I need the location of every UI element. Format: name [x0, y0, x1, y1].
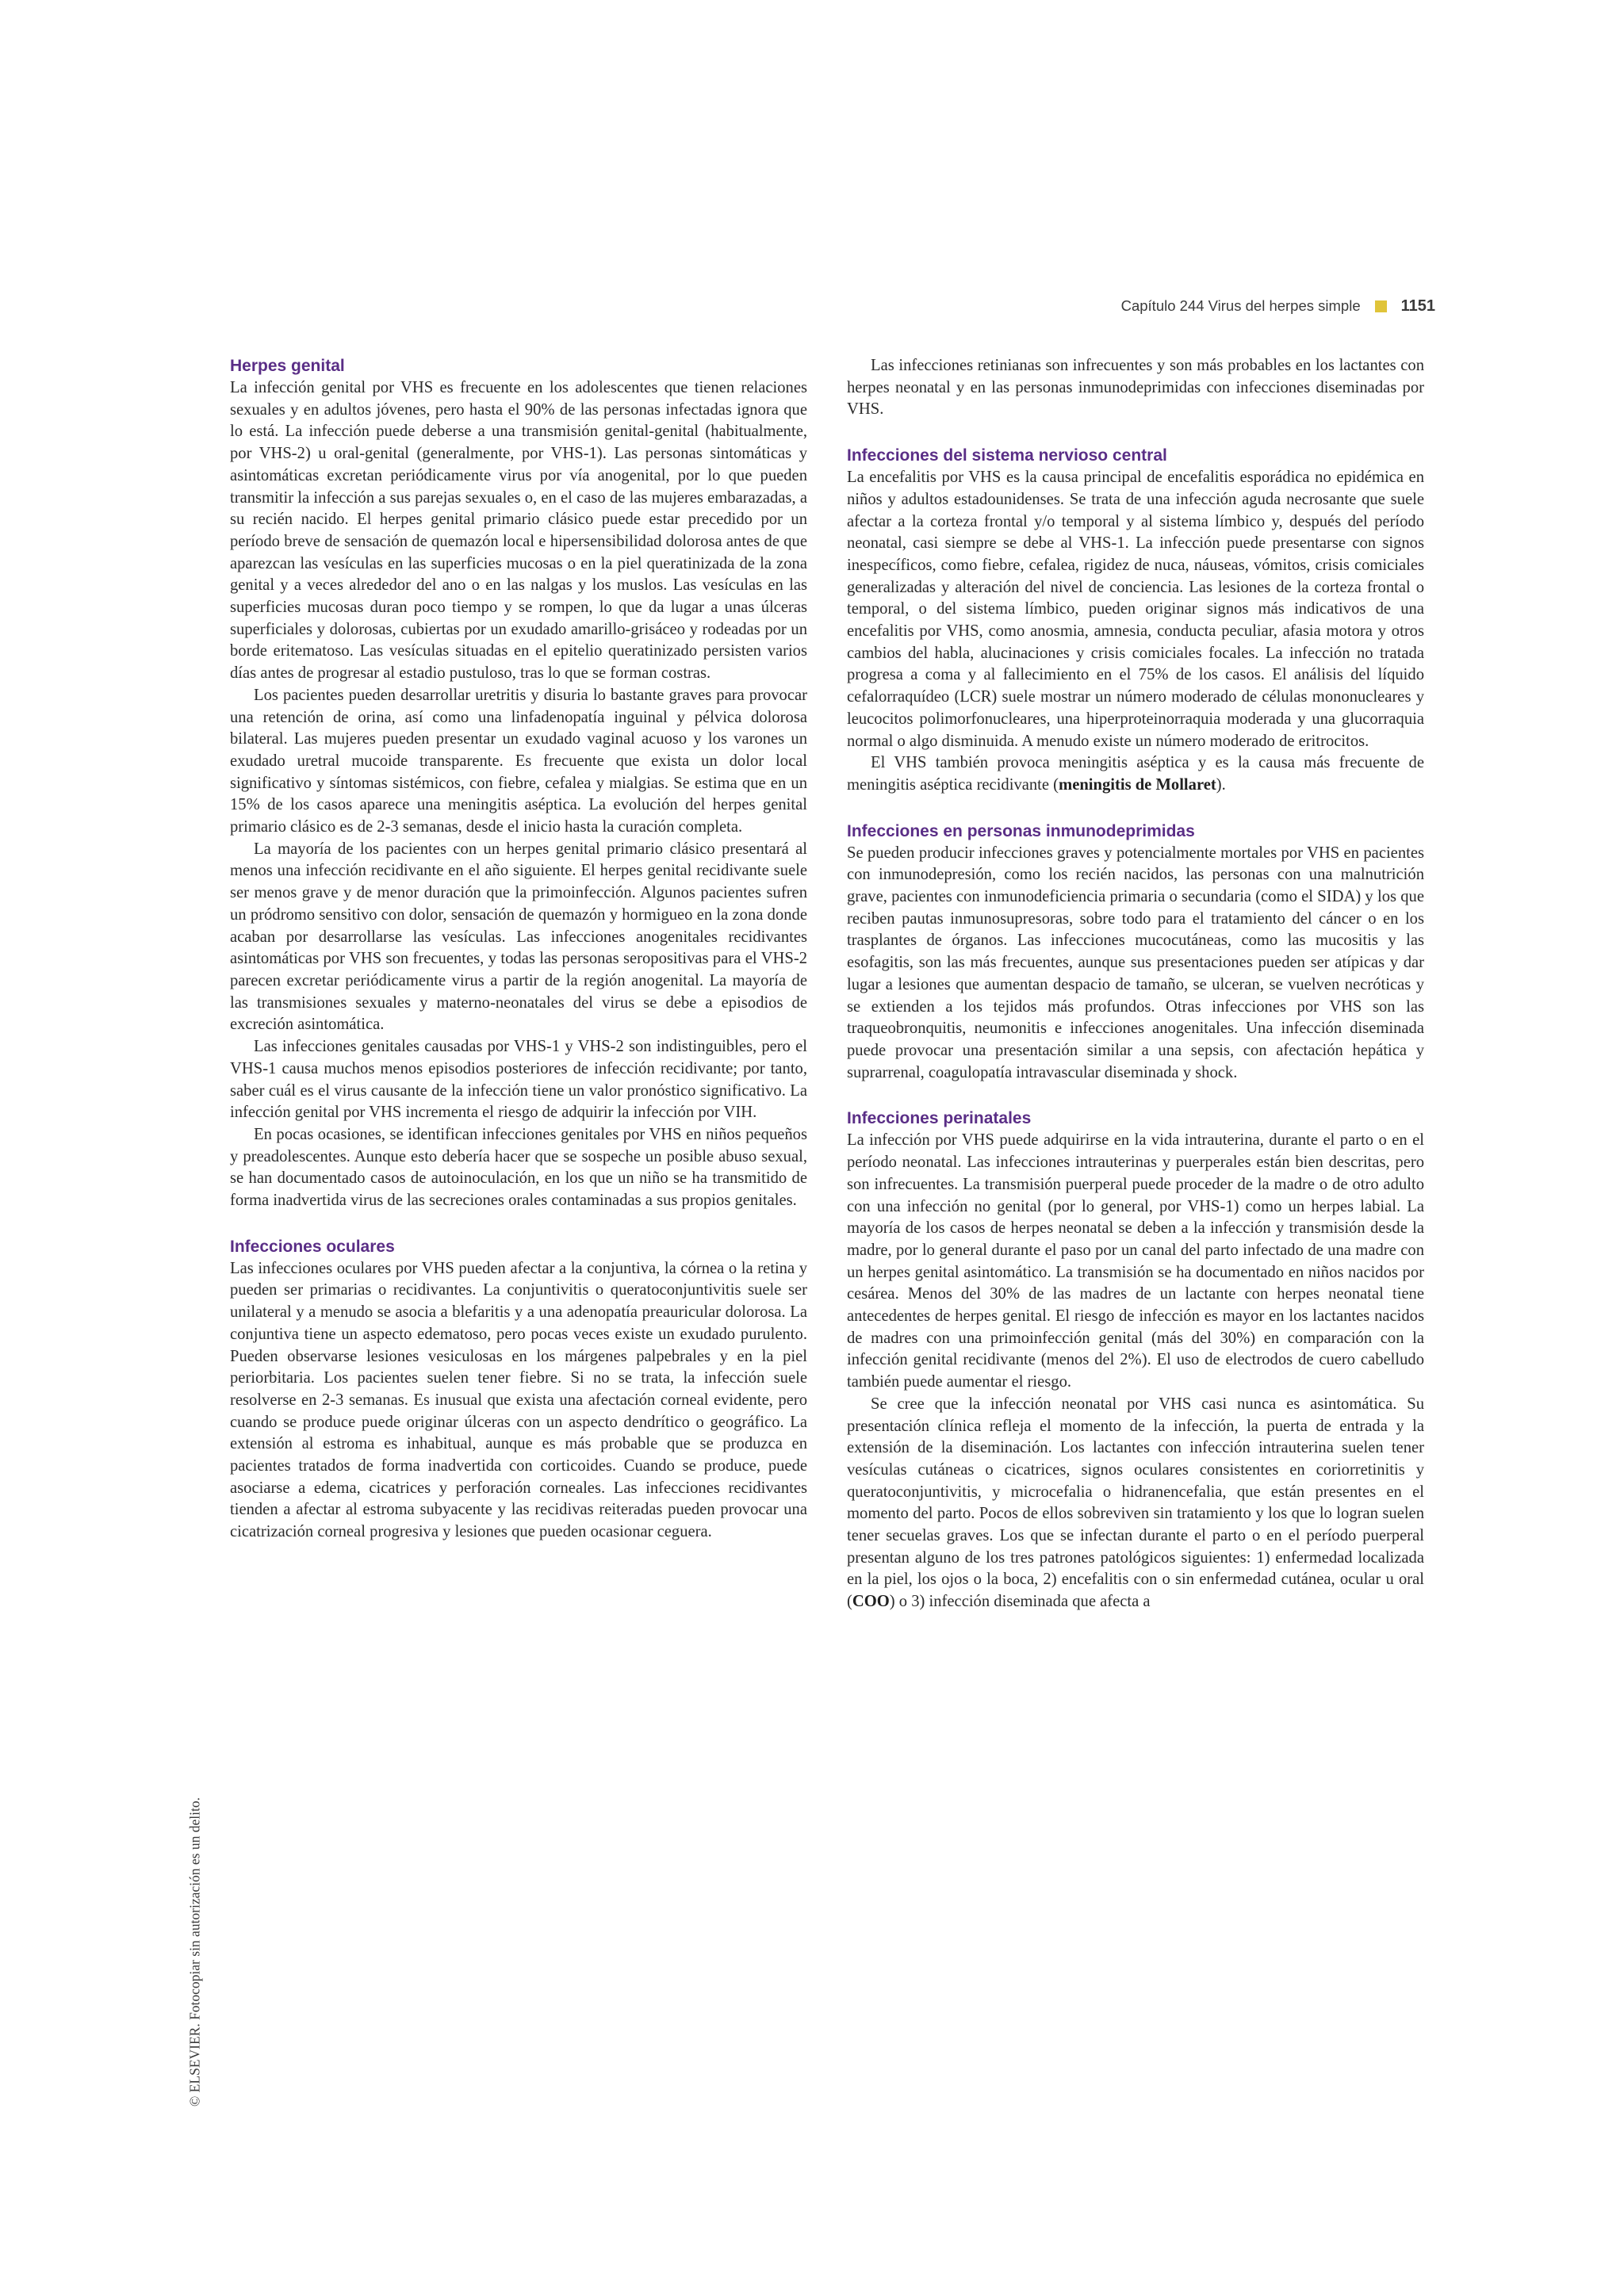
- paragraph: La infección genital por VHS es frecuente en los adolescentes que tienen relaciones sexuales y en adultos jóvenes, pero hasta el 90% de las personas infectadas ignora que lo está. La infección puede deberse a una transmisión genital-genital (habitualmente, por VHS-2) u oral-genital (generalmente, por VHS-1). Las personas sintomáticas y asintomáticas excretan periódicamente virus por vía anogenital, por lo que pueden transmitir la infección a sus parejas sexuales o, en el caso de las mujeres embarazadas, a su recién nacido. El herpes genital primario clásico puede estar precedido por un período breve de sensación de quemazón local e hipersensibilidad dolorosa antes de que aparezcan las vesículas en las superficies mucosas o en la piel queratinizada de la zona genital y a veces alrededor del ano o en las nalgas y los muslos. Las vesículas en las superficies mucosas duran poco tiempo y se rompen, lo que da lugar a unas úlceras superficiales y dolorosas, cubiertas por un exudado amarillo-grisáceo y rodeadas por un borde eritematoso. Las vesículas situadas en el epitelio queratinizado persisten varios días antes de progresar al estadio pustuloso, tras lo que se forman costras.: [230, 379, 807, 683]
- heading-infecciones-perinatales: Infecciones perinatales: [847, 1109, 1032, 1128]
- paragraph: [847, 1394, 1424, 1613]
- heading-infecciones-snc: Infecciones del sistema nervioso central: [847, 446, 1167, 465]
- bold-term: meningitis de Mollaret: [1059, 775, 1216, 794]
- left-column: [230, 355, 807, 1544]
- paragraph: La infección por VHS puede adquirirse en la vida intrauterina, durante el parto o en el período neonatal. Las infecciones intrauterinas y puerperales están bien descritas, pero son infrecuentes. La transmisión puerperal puede proceder de la madre o de otro adulto con una infección no genital (por lo general, por VHS-1) como un herpes labial. La mayoría de los casos de herpes neonatal se deben a la infección y transmisión desde la madre, por lo general durante el paso por un canal del parto infectado de una madre con un herpes genital asintomático. La transmisión se ha documentado en niños nacidos por cesárea. Menos del 30% de las madres de un lactante con herpes neonatal tiene antecedentes de herpes genital. El riesgo de infección es mayor en los lactantes nacidos de madres con una primoinfección genital (más del 30%) en comparación con la infección genital recidivante (menos del 2%). El uso de electrodos de cuero cabelludo también puede aumentar el riesgo.: [847, 1131, 1424, 1391]
- paragraph: En pocas ocasiones, se identifican infecciones genitales por VHS en niños pequeños y preadolescentes. Aunque esto debería hacer que se sospeche un posible abuso sexual, se han documentado casos de autoinoculación, en los que un niño se ha transmitido de forma inadvertida virus de las secreciones orales contaminadas a sus propios genitales.: [230, 1125, 807, 1210]
- text-run: El VHS también provoca meningitis aséptica y es la causa más frecuente de meningitis aséptica recidivante (: [847, 754, 1424, 794]
- text-run: ).: [1216, 775, 1226, 794]
- text-run: Se cree que la infección neonatal por VHS casi nunca es asintomática. Su presentación clínica refleja el momento de la infección, la puerta de entrada y la extensión de la diseminación. Los lactantes con infección intrauterina suelen tener vesículas cutáneas o cicatrices, signos oculares consistentes en coriorretinitis y queratoconjuntivitis, y microcefalia o hidranencefalia, que están presentes en el momento del parto. Pocos de ellos sobreviven sin tratamiento y los que lo logran suelen tener secuelas graves. Los que se infectan durante el parto o en el período puerperal presentan alguno de los tres patrones patológicos siguientes: 1) enfermedad localizada en la piel, los ojos o la boca, 2) encefalitis con o sin enfermedad cutánea, ocular u oral (: [847, 1395, 1424, 1611]
- chapter-title: Capítulo 244 Virus del herpes simple: [1120, 297, 1361, 314]
- paragraph: Las infecciones retinianas son infrecuentes y son más probables en los lactantes con herpes neonatal y en las personas inmunodeprimidas con infecciones diseminadas por VHS.: [847, 357, 1424, 419]
- running-head: [1121, 290, 1435, 322]
- paragraph: La encefalitis por VHS es la causa principal de encefalitis esporádica no epidémica en niños y adultos estadounidenses. Se trata de una infección aguda necrosante que suele afectar a la corteza frontal y/o temporal y al sistema límbico y, después del período neonatal, casi siempre se debe al VHS-1. La infección puede presentarse con signos inespecíficos, como fiebre, cefalea, rigidez de nuca, náuseas, vómitos, crisis comiciales generalizadas y alteración del nivel de conciencia. Las lesiones de la corteza frontal o temporal, o del sistema límbico, pueden originar signos más indicativos de una encefalitis por VHS, como anosmia, amnesia, conducta peculiar, afasia motora y otros cambios del habla, alucinaciones y crisis comiciales focales. La infección no tratada progresa a coma y al fallecimiento en el 75% de los casos. El análisis del líquido cefalorraquídeo (LCR) suele mostrar un número moderado de células mononucleares y leucocitos polimorfonucleares, una hiperproteinorraquia moderada y una glucorraquia normal o algo disminuida. A menudo existe un número moderado de eritrocitos.: [847, 469, 1424, 750]
- paragraph: [847, 752, 1424, 796]
- copyright-notice: © ELSEVIER. Fotocopiar sin autorización es un delito.: [186, 1797, 203, 2107]
- heading-infecciones-inmunodeprimidas: Infecciones en personas inmunodeprimidas: [847, 821, 1195, 840]
- paragraph: Las infecciones genitales causadas por VHS-1 y VHS-2 son indistinguibles, pero el VHS-1 causa muchos menos episodios posteriores de infección recidivante; por tanto, saber cuál es el virus causante de la infección tiene un valor pronóstico significativo. La infección genital por VHS incrementa el riesgo de adquirir la infección por VIH.: [230, 1038, 807, 1122]
- heading-herpes-genital: Herpes genital: [230, 357, 345, 375]
- yellow-square-icon: [1375, 300, 1387, 312]
- paragraph: Los pacientes pueden desarrollar uretritis y disuria lo bastante graves para provocar una retención de orina, así como una linfadenopatía inguinal y pélvica dolorosa bilateral. Las mujeres pueden presentar un exudado vaginal acuoso y los varones un exudado uretral mucoide transparente. Es frecuente que exista un dolor local significativo y síntomas sistémicos, con fiebre, cefalea y mialgias. Se estima que en un 15% de los casos aparece una meningitis aséptica. La evolución del herpes genital primario clásico es de 2-3 semanas, desde el inicio hasta la curación completa.: [230, 686, 807, 836]
- bold-term: COO: [852, 1593, 890, 1611]
- text-run: ) o 3) infección diseminada que afecta a: [889, 1593, 1151, 1611]
- page-number: 1151: [1400, 297, 1435, 315]
- paragraph: Se pueden producir infecciones graves y potencialmente mortales por VHS en pacientes con inmunodepresión, como los recién nacidos, las personas con una malnutrición grave, pacientes con inmunodeficiencia primaria o secundaria (como el SIDA) y los que reciben pautas inmunosupresoras, sobre todo para el tratamiento del cáncer o en los trasplantes de órganos. Las infecciones mucocutáneas, como las mucositis y las esofagitis, son las más frecuentes, aunque sus presentaciones pueden ser atípicas y dar lugar a lesiones que aumentan despacio de tamaño, se ulceran, se vuelven necróticas y se extienden a los tejidos más profundos. Otras infecciones por VHS son las traqueobronquitis, neumonitis e infecciones anogenitales. Una infección diseminada puede provocar una presentación similar a una sepsis, con afectación hepática y suprarrenal, coagulopatía intravascular diseminada y shock.: [847, 844, 1424, 1081]
- paragraph: La mayoría de los pacientes con un herpes genital primario clásico presentará al menos una infección recidivante en el año siguiente. El herpes genital recidivante suele ser menos grave y de menor duración que la primoinfección. Algunos pacientes sufren un pródromo sensitivo con dolor, sensación de quemazón y hormigueo en la zona donde acaban por desarrollarse las vesículas. Las infecciones anogenitales recidivantes asintomáticas por VHS son frecuentes, y todas las personas seropositivas para el VHS-2 parecen excretar periódicamente virus a partir de la región anogenital. La mayoría de las transmisiones sexuales y materno-neonatales del virus se debe a episodios de excreción asintomática.: [230, 840, 807, 1034]
- right-column: [847, 355, 1424, 1613]
- paragraph: Las infecciones oculares por VHS pueden afectar a la conjuntiva, la córnea o la retina y pueden ser primarias o recidivantes. La conjuntivitis o queratoconjuntivitis suele ser unilateral y a menudo se asocia a blefaritis y a una adenopatía preauricular dolorosa. La conjuntiva tiene un aspecto edematoso, pero pocas veces existe un exudado purulento. Pueden observarse lesiones vesiculosas en los márgenes palpebrales y en la piel periorbitaria. Los pacientes suelen tener fiebre. Si no se trata, la infección suele resolverse en 2-3 semanas. Es inusual que exista una afectación corneal evidente, pero cuando se produce puede originar úlceras con un aspecto dendrítico o geográfico. La extensión al estroma es inhabitual, aunque es más probable que se produzca en pacientes tratados de forma inadvertida con corticoides. Cuando se produce, puede asociarse a edema, cicatrices y perforación corneales. Las infecciones recidivantes tienden a afectar al estroma subyacente y las recidivas reiteradas pueden provocar una cicatrización corneal progresiva y lesiones que pueden ocasionar ceguera.: [230, 1259, 807, 1541]
- heading-infecciones-oculares: Infecciones oculares: [230, 1237, 395, 1256]
